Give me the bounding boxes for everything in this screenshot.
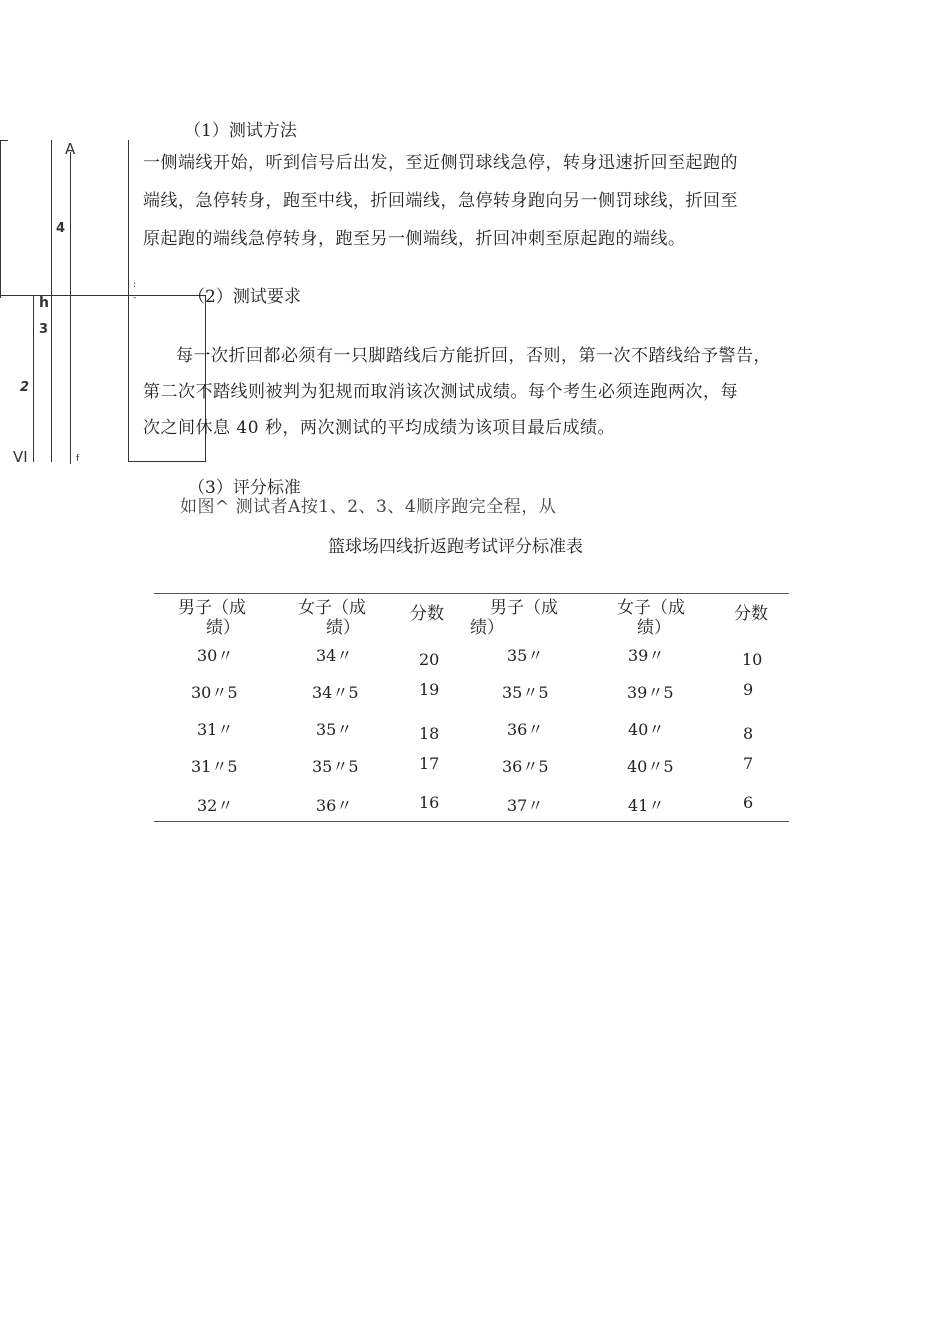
table-cell: 35〃 [507, 646, 544, 665]
table-cell: 39〃5 [627, 683, 674, 702]
table-cell: 31〃 [197, 720, 234, 739]
diagram-line [70, 152, 71, 464]
header-score-1: 分数 [410, 604, 444, 624]
diagram-label-2: 2 [20, 380, 30, 395]
header-score-2: 分数 [734, 604, 768, 624]
table-cell: 40〃 [628, 720, 665, 739]
table-cell: 36〃5 [502, 757, 549, 776]
section2-line-1: 每一次折回都必须有一只脚踏线后方能折回，否则，第一次不踏线给予警告， [176, 346, 771, 366]
table-cell: 35〃5 [502, 683, 549, 702]
header-male-1: 男子（成 绩） [178, 598, 246, 638]
section3-cut-line: 如图^ 测试者A按1、2、3、4顺序跑完全程，从 [180, 497, 557, 517]
table-title: 篮球场四线折返跑考试评分标准表 [328, 537, 583, 557]
section1-line-1: 一侧端线开始，听到信号后出发，至近侧罚球线急停，转身迅速折回至起跑的 [143, 153, 738, 173]
diagram-line [51, 295, 52, 462]
table-cell: 30〃 [197, 646, 234, 665]
table-cell: 31〃5 [191, 757, 238, 776]
table-cell: 16 [419, 793, 440, 812]
section2-heading: （2）测试要求 [188, 287, 301, 307]
table-cell: 41〃 [628, 796, 665, 815]
table-cell: 36〃 [507, 720, 544, 739]
section1-line-2: 端线，急停转身，跑至中线，折回端线，急停转身跑向另一侧罚球线，折回至 [143, 191, 738, 211]
table-cell: 36〃 [316, 796, 353, 815]
table-cell: 34〃5 [312, 683, 359, 702]
table-cell: 7 [743, 754, 754, 773]
header-female-1: 女子（成 绩） [298, 598, 366, 638]
table-cell: 35〃5 [312, 757, 359, 776]
diagram-label-3: 3 [39, 322, 49, 337]
table-cell: 6 [743, 793, 754, 812]
diagram-label-a: A [65, 140, 76, 158]
diagram-line [0, 140, 1, 298]
table-cell: 39〃 [628, 646, 665, 665]
diagram-line [0, 295, 128, 296]
diagram-line [128, 140, 129, 462]
diagram-label-vi: VI [13, 448, 28, 466]
table-top-rule [154, 593, 789, 594]
table-bottom-rule [154, 821, 789, 822]
table-cell: 35〃 [316, 720, 353, 739]
table-cell: 10 [742, 650, 763, 669]
table-cell: 34〃 [316, 646, 353, 665]
table-cell: 18 [419, 724, 440, 743]
diagram-line [33, 295, 34, 462]
section3-heading: （3）评分标准 [188, 478, 301, 498]
table-cell: 19 [419, 680, 440, 699]
header-female-2: 女子（成 绩） [617, 598, 685, 638]
table-cell: 37〃 [507, 796, 544, 815]
section1-line-3: 原起跑的端线急停转身，跑至另一侧端线，折回冲刺至原起跑的端线。 [143, 229, 686, 249]
table-cell: 32〃 [197, 796, 234, 815]
table-cell: 30〃5 [191, 683, 238, 702]
section2-line-2: 第二次不踏线则被判为犯规而取消该次测试成绩。每个考生必须连跑两次，每 [143, 382, 738, 402]
section2-line-3: 次之间休息 40 秒，两次测试的平均成绩为该项目最后成绩。 [143, 418, 615, 438]
diagram-label-4: 4 [56, 221, 66, 236]
table-cell: 8 [743, 724, 754, 743]
table-cell: 20 [419, 650, 440, 669]
diagram-label-f: f [76, 454, 80, 464]
table-cell: 40〃5 [627, 757, 674, 776]
header-male-2: 男子（成 绩） [470, 598, 558, 638]
diagram-label-dash: - [133, 293, 137, 303]
diagram-line [128, 461, 206, 462]
table-cell: 9 [743, 680, 754, 699]
section1-heading: （1）测试方法 [184, 121, 297, 141]
table-cell: 17 [419, 754, 440, 773]
diagram-line [0, 140, 8, 141]
diagram-line [51, 140, 52, 298]
diagram-label-dots: : [133, 280, 137, 290]
section3-cut-line-clip [180, 488, 680, 517]
diagram-label-h: h [39, 295, 49, 311]
